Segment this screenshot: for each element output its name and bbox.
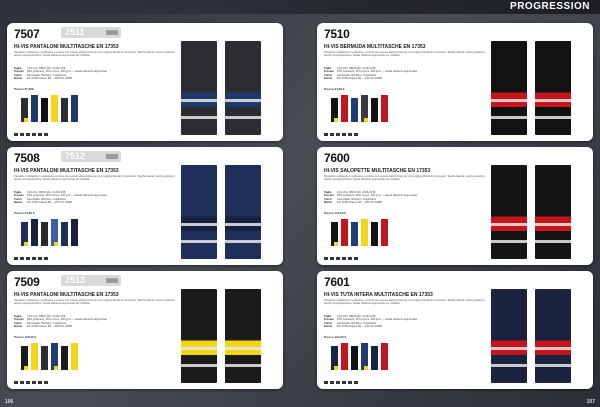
reflective-band [225,223,261,226]
spec-value: 65% poliestere, 35% cotone, 290 g/m² — bande riflettenti segmentate [27,70,108,74]
care-symbol-icon [324,133,328,136]
variant-garment-icon [341,219,348,246]
care-symbol-icon [44,257,48,260]
care-symbol-icon [354,381,358,384]
variant-garment-icon [381,95,388,122]
care-symbol-icon [324,257,328,260]
section-title: PROGRESSION [510,1,590,12]
spec-key: Taglie [324,191,332,194]
care-symbol-icon [330,257,334,260]
spec-row [14,201,184,204]
spec-row [14,325,184,328]
product-code: 7508 [14,151,40,165]
spec-value: EN 17353 Classe B2 — EN ISO 13688 [337,77,382,81]
variant-swatches [21,219,78,246]
variant-garment-icon [51,219,58,246]
product-price: Prezzo 37,90€ [14,87,34,91]
product-card [317,147,593,265]
care-symbol-icon [348,257,352,260]
variant-garment-icon [41,222,48,246]
product-specs [324,67,494,81]
care-symbol-icon [26,257,30,260]
spec-key: Norme [14,77,23,81]
care-symbol-icon [38,133,42,136]
care-symbol-icon [38,381,42,384]
spec-row [324,77,494,80]
care-symbol-icon [44,133,48,136]
spec-key: Colori [14,197,22,201]
variant-garment-icon [61,98,68,122]
garment-leg [225,165,261,259]
care-symbol-icon [354,257,358,260]
spec-value: 65% poliestere, 35% cotone, 290 g/m² — bande riflettenti segmentate [27,194,108,198]
product-code: 7601 [324,275,350,289]
variant-swatches [331,343,388,370]
spec-value: C44-C64, D88-D120, C146-C158 [337,67,376,70]
garment-leg [535,41,571,135]
product-title: HI-VIS PANTALONI MULTITASCHE EN 17353 [14,292,119,298]
product-card [7,23,283,141]
spec-value: 65% poliestere, 35% cotone, 290 g/m² — bande riflettenti segmentate [337,70,418,74]
variant-garment-icon [341,95,348,122]
care-symbol-icon [14,257,18,260]
variant-garment-icon [51,343,58,370]
variant-garment-icon [351,222,358,246]
product-image [173,165,273,261]
product-card [317,23,593,141]
reflective-band [181,223,217,226]
product-description: Pantaloni multitasche in poliestere e cotone con tessuto elasticizzato per una migliore libertà di movimento. Tasche laterali, tasche posteriori, tasche portaginocchiere, bande riflettenti segmentate per visibilità. [14,299,176,306]
care-symbol-icon [342,381,346,384]
care-symbol-icon [330,133,334,136]
header-banner [0,0,600,14]
spec-key: Norme [14,325,23,329]
reflective-band [535,99,571,102]
spec-value: Nero/Giallo, Blu/Nero, Grigio/Nero [27,197,67,201]
care-icons [14,381,48,384]
care-symbol-icon [336,381,340,384]
care-icons [324,381,358,384]
product-card [7,147,283,265]
variant-garment-icon [331,98,338,122]
variant-garment-icon [31,343,38,370]
spec-value: C44-C64, D88-D120, C146-C158 [337,315,376,318]
product-specs [14,315,184,329]
variant-swatches [331,95,388,122]
spec-key: Colori [324,321,332,325]
spec-value: Nero/Giallo, Blu/Nero, Grigio/Nero [337,73,377,77]
reflective-band [181,240,217,243]
variant-garment-icon [371,98,378,122]
garment-leg [225,289,261,383]
product-title: HI-VIS PANTALONI MULTITASCHE EN 17353 [14,168,119,174]
product-card [7,271,283,389]
variant-swatches [21,95,78,122]
variant-code-badge: 7513 [61,275,121,286]
variant-garment-icon [351,346,358,370]
care-symbol-icon [20,381,24,384]
reflective-band [535,364,571,367]
variant-garment-icon [71,343,78,370]
variant-garment-icon [341,343,348,370]
care-icons [14,257,48,260]
care-symbol-icon [20,257,24,260]
spec-value: C44-C64, D88-D120, C146-C158 [27,191,66,194]
care-symbol-icon [348,133,352,136]
product-price: Prezzo 134,90 € [324,335,347,339]
product-code: 7507 [14,27,40,41]
care-symbol-icon [330,381,334,384]
variant-swatches [21,343,78,370]
care-symbol-icon [342,133,346,136]
product-specs [14,191,184,205]
reflective-band [535,347,571,350]
garment-leg [535,289,571,383]
product-code: 7600 [324,151,350,165]
care-symbol-icon [26,133,30,136]
care-symbol-icon [38,257,42,260]
spec-key: Tessuto [324,318,334,322]
product-description: Pantaloni multitasche in poliestere e cotone con tessuto elasticizzato per una migliore libertà di movimento. Tasche laterali, tasche posteriori, tasche portaginocchiere, bande riflettenti segmentate per visibilità. [14,175,176,182]
garment-leg [535,165,571,259]
variant-garment-icon [351,98,358,122]
product-title: HI-VIS SALOPETTE MULTITASCHE EN 17353 [324,168,431,174]
spec-key: Norme [324,325,333,329]
spec-value: EN 17353 Classe B2 — EN ISO 13688 [337,201,382,205]
product-image [483,165,583,261]
spec-key: Tessuto [14,194,24,198]
product-specs [324,315,494,329]
spec-key: Tessuto [324,70,334,74]
garment-leg [225,41,261,135]
reflective-band [491,223,527,226]
spec-value: 65% poliestere, 35% cotone, 290 g/m² — bande riflettenti segmentate [27,318,108,322]
spec-value: Nero/Giallo, Blu/Nero, Grigio/Nero [27,73,67,77]
reflective-band [181,116,217,119]
variant-garment-icon [51,95,58,122]
reflective-band [225,116,261,119]
reflective-band [535,116,571,119]
product-price: Prezzo 44,90 € [14,211,35,215]
garment-leg [491,165,527,259]
product-card [317,271,593,389]
reflective-band [181,99,217,102]
spec-key: Taglie [14,315,22,318]
care-symbol-icon [26,381,30,384]
reflective-band [225,240,261,243]
spec-value: 65% poliestere, 35% cotone, 290 g/m² — bande riflettenti segmentate [337,194,418,198]
spec-key: Colori [14,321,22,325]
variant-code-badge: 7512 [61,151,121,162]
spec-key: Tessuto [324,194,334,198]
variant-garment-icon [371,222,378,246]
care-symbol-icon [44,381,48,384]
spec-value: EN 17353 Classe B2 — EN ISO 13688 [27,77,72,81]
product-price: Prezzo 34,90 € [324,87,345,91]
spec-value: 65% poliestere, 35% cotone, 290 g/m² — bande riflettenti segmentate [337,318,418,322]
reflective-band [491,116,527,119]
care-symbol-icon [336,133,340,136]
reflective-band [225,99,261,102]
variant-garment-icon [21,222,28,246]
reflective-band [181,364,217,367]
spec-key: Colori [324,73,332,77]
variant-garment-icon [371,346,378,370]
product-price: Prezzo 119,90 € [324,211,347,215]
garment-leg [181,289,217,383]
product-title: HI-VIS BERMUDA MULTITASCHE EN 17353 [324,44,426,50]
product-code: 7510 [324,27,350,41]
variant-garment-icon [331,222,338,246]
variant-garment-icon [71,95,78,122]
spec-key: Taglie [324,67,332,70]
spec-key: Norme [324,77,333,81]
product-specs [324,191,494,205]
care-symbol-icon [336,257,340,260]
garment-leg [491,289,527,383]
product-description: Pantaloni multitasche in poliestere e cotone con tessuto elasticizzato per una migliore libertà di movimento. Tasche laterali, tasche posteriori, tasche portaginocchiere, bande riflettenti segmentate per visibilità. [324,175,486,182]
care-icons [14,133,48,136]
garment-leg [181,165,217,259]
variant-garment-icon [361,95,368,122]
spec-row [324,201,494,204]
care-symbol-icon [14,133,18,136]
spec-value: EN 17353 Classe B2 — EN ISO 13688 [27,201,72,205]
spec-value: Nero/Giallo, Blu/Nero, Grigio/Nero [337,197,377,201]
reflective-band [491,99,527,102]
care-symbol-icon [32,133,36,136]
care-symbol-icon [32,257,36,260]
spec-key: Taglie [14,191,22,194]
reflective-band [225,347,261,350]
product-image [483,41,583,137]
product-description: Pantaloni multitasche in poliestere e cotone con tessuto elasticizzato per una migliore libertà di movimento. Tasche laterali, tasche posteriori, tasche portaginocchiere, bande riflettenti segmentate per visibilità. [324,299,486,306]
spec-key: Colori [14,73,22,77]
spec-value: C44-C64, D88-D120, C146-C158 [27,315,66,318]
variant-garment-icon [331,346,338,370]
spec-value: C44-C64, D88-D120, C146-C158 [337,191,376,194]
spec-value: Nero/Giallo, Blu/Nero, Grigio/Nero [337,321,377,325]
care-symbol-icon [342,257,346,260]
care-symbol-icon [354,133,358,136]
product-image [173,41,273,137]
care-symbol-icon [324,381,328,384]
page-number-left: 106 [5,399,14,405]
product-code: 7509 [14,275,40,289]
variant-garment-icon [71,219,78,246]
variant-garment-icon [61,346,68,370]
variant-garment-icon [21,346,28,370]
variant-garment-icon [31,219,38,246]
care-symbol-icon [14,381,18,384]
spec-key: Colori [324,197,332,201]
variant-garment-icon [41,98,48,122]
spec-key: Norme [324,201,333,205]
variant-garment-icon [381,343,388,370]
care-symbol-icon [348,381,352,384]
spec-key: Norme [14,201,23,205]
spec-value: EN 17353 Classe B2 — EN ISO 13688 [27,325,72,329]
care-symbol-icon [20,133,24,136]
spec-row [324,325,494,328]
reflective-band [181,347,217,350]
spec-value: EN 17353 Classe B2 — EN ISO 13688 [337,325,382,329]
spec-value: C44-C64, D88-D120, C146-C158 [27,67,66,70]
page-number-right: 107 [586,399,595,405]
product-price: Prezzo 129,90 € [14,335,37,339]
variant-garment-icon [61,222,68,246]
spec-key: Taglie [324,315,332,318]
variant-code-badge: 7511 [61,27,121,38]
care-icons [324,133,358,136]
variant-garment-icon [361,219,368,246]
variant-garment-icon [361,343,368,370]
reflective-band [491,364,527,367]
care-icons [324,257,358,260]
reflective-band [535,240,571,243]
variant-garment-icon [41,346,48,370]
product-description: Pantaloni multitasche in poliestere e cotone con tessuto elasticizzato per una migliore libertà di movimento. Tasche laterali, tasche posteriori, tasche portaginocchiere, bande riflettenti segmentate per visibilità. [324,51,486,58]
variant-swatches [331,219,388,246]
spec-key: Tessuto [14,70,24,74]
garment-leg [181,41,217,135]
spec-value: Nero/Giallo, Blu/Nero, Grigio/Nero [27,321,67,325]
product-image [173,289,273,385]
spec-key: Tessuto [14,318,24,322]
spec-key: Taglie [14,67,22,70]
product-specs [14,67,184,81]
reflective-band [225,364,261,367]
reflective-band [491,347,527,350]
care-symbol-icon [32,381,36,384]
reflective-band [535,223,571,226]
spec-row [14,77,184,80]
variant-garment-icon [21,98,28,122]
product-title: HI-VIS PANTALONI MULTITASCHE EN 17353 [14,44,119,50]
variant-garment-icon [381,219,388,246]
reflective-band [491,240,527,243]
product-title: HI-VIS TUTA INTERA MULTITASCHE EN 17353 [324,292,433,298]
product-image [483,289,583,385]
variant-garment-icon [31,95,38,122]
product-description: Pantaloni multitasche in poliestere e cotone con tessuto elasticizzato per una migliore libertà di movimento. Tasche laterali, tasche posteriori, tasche portaginocchiere, bande riflettenti segmentate per visibilità. [14,51,176,58]
garment-leg [491,41,527,135]
